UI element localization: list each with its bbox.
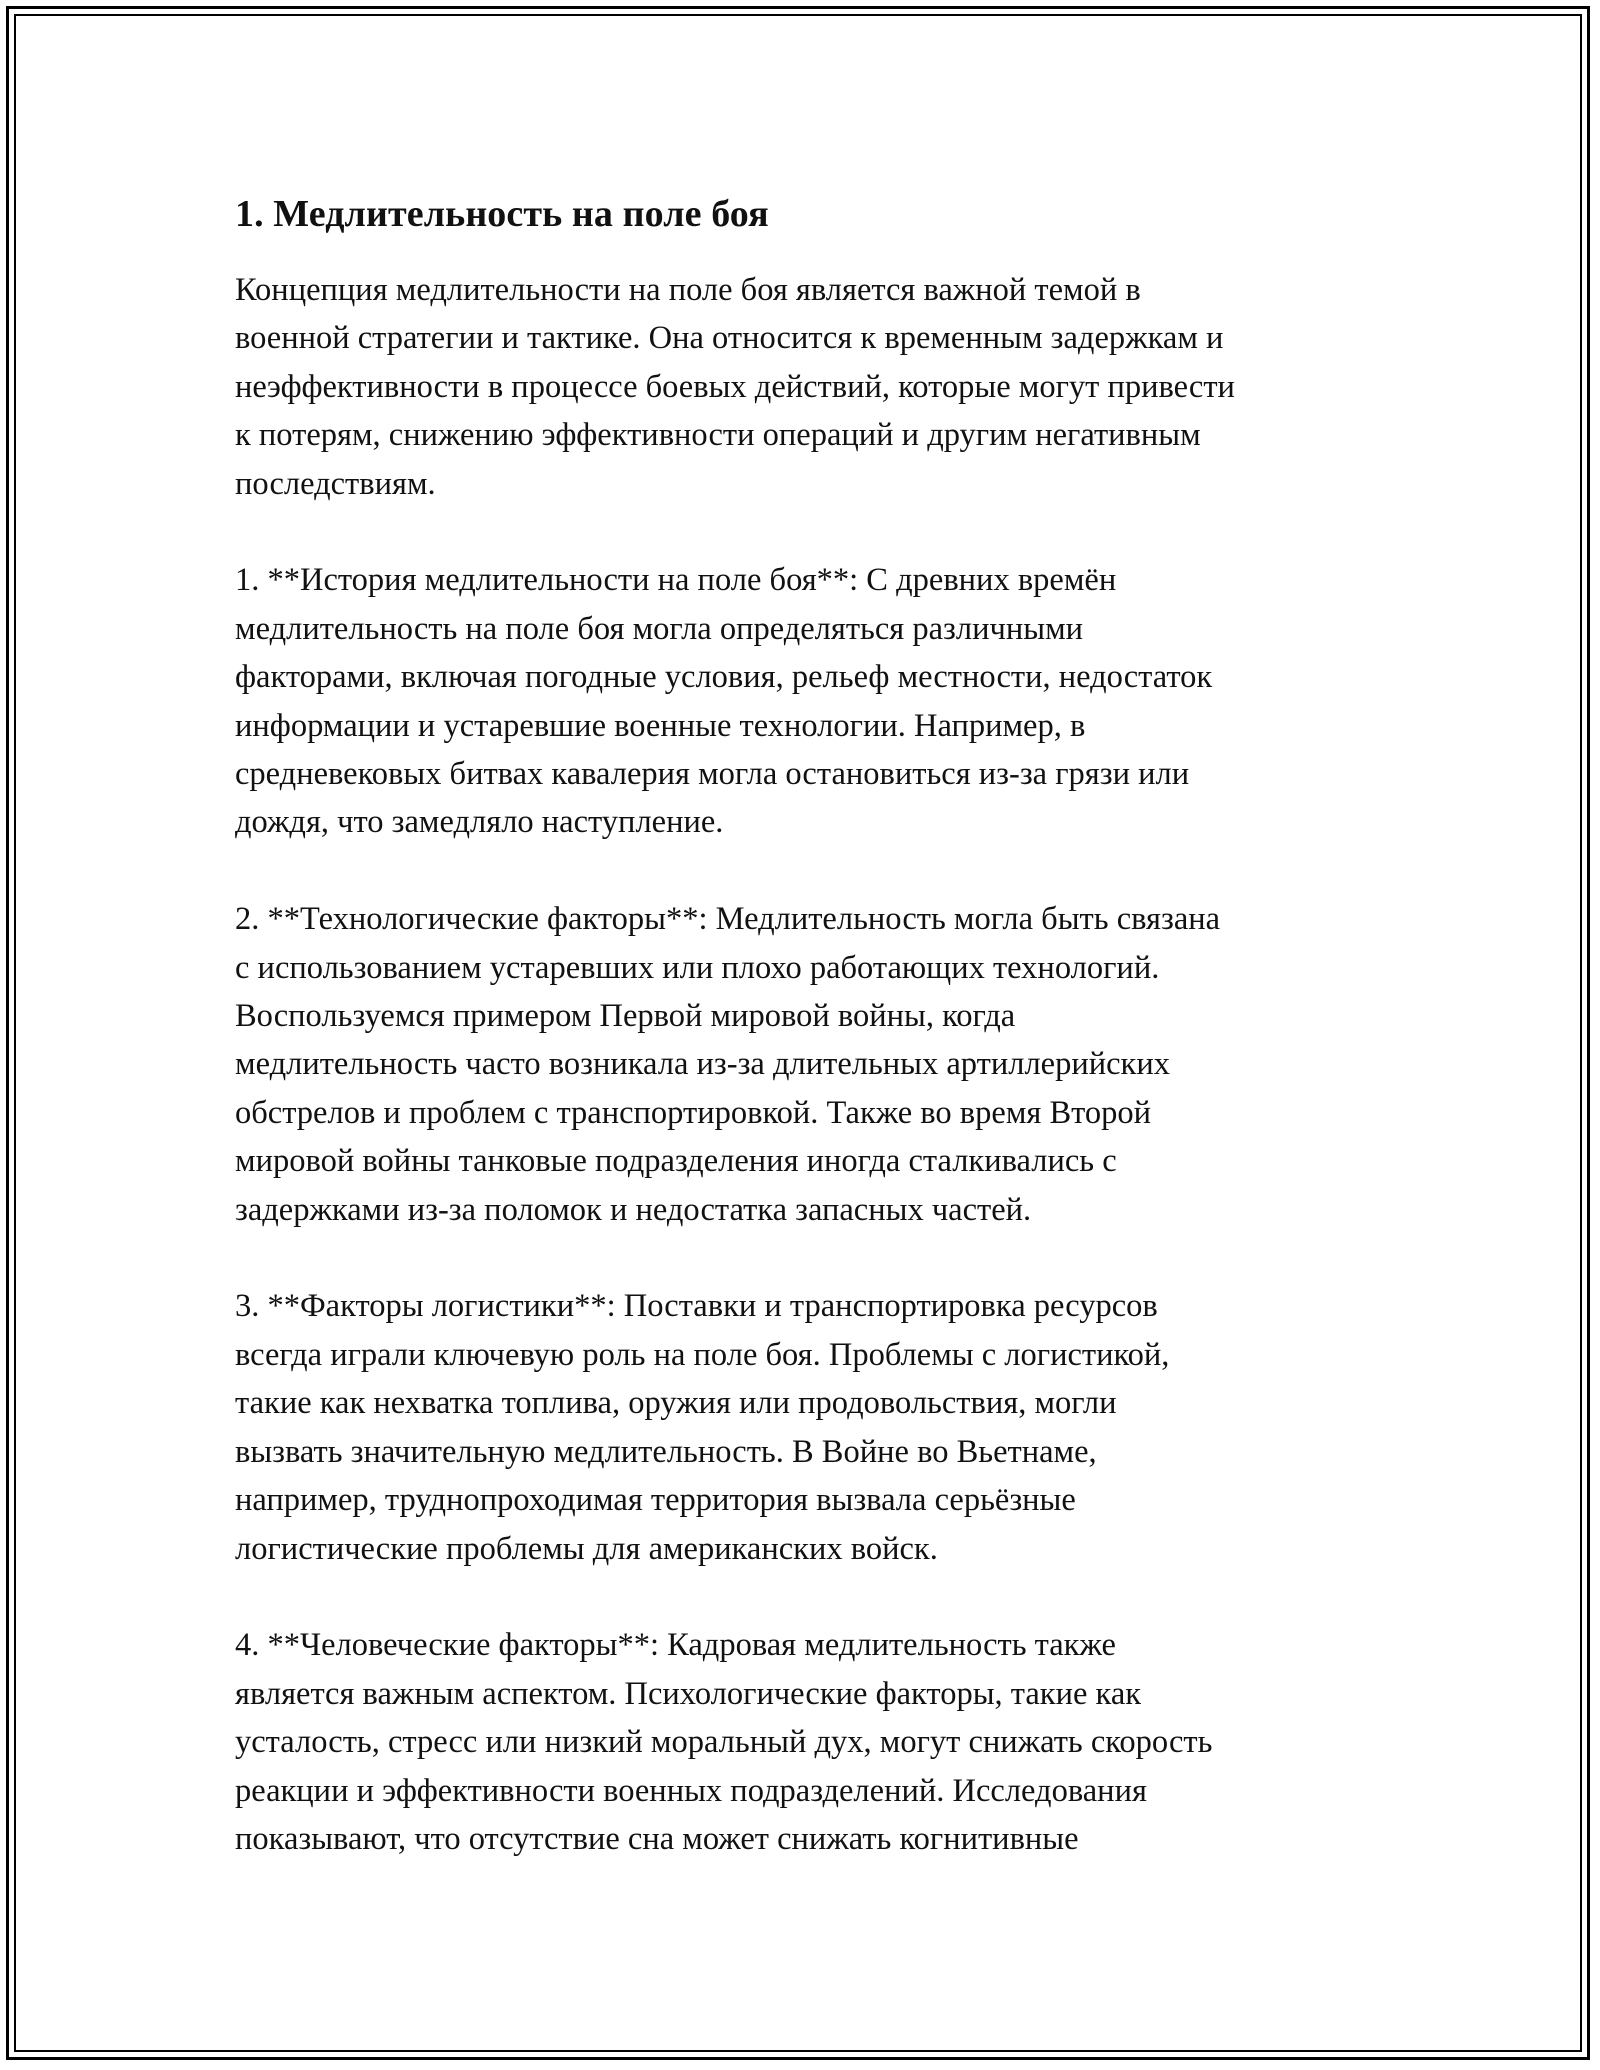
paragraph-intro: Концепция медлительности на поле боя является важной темой в военной стратегии и тактике. Она относится к временным задержкам и неэффективности в процессе боевых действий, которые могут привести к потерям, снижению эффективности операций и другим негативным последствиям. xyxy=(235,272,1235,502)
paragraph-history: 1. **История медлительности на поле боя**: С древних времён медлительность на поле боя могла определяться различными факторами, включая погодные условия, рельеф местности, недостаток информации и устаревшие военные технологии. Например, в средневековых битвах кавалерия могла остановиться из-за грязи или дождя, что замедляло наступление. xyxy=(235,562,1213,841)
section-heading: 1. Медлительность на поле боя xyxy=(235,193,769,235)
paragraph-human-factors: 4. **Человеческие факторы**: Кадровая медлительность также является важным аспектом. Психологические факторы, такие как усталость, стресс или низкий моральный дух, могут снижать скорость реакции и эффективности военных подразделений. Исследования показывают, что отсутствие сна может снижать когнитивные xyxy=(235,1627,1213,1857)
paragraph-technology: 2. **Технологические факторы**: Медлительность могла быть связана с использованием устаревших или плохо работающих технологий. Воспользуемся примером Первой мировой войны, когда медлительность часто возникала из-за длительных артиллерийских обстрелов и проблем с транспортировкой. Также во время Второй мировой войны танковые подразделения иногда сталкивались с задержками из-за поломок и недостатка запасных частей. xyxy=(235,901,1221,1228)
paragraph-logistics: 3. **Факторы логистики**: Поставки и транспортировка ресурсов всегда играли ключевую роль на поле боя. Проблемы с логистикой, такие как нехватка топлива, оружия или продовольствия, могли вызвать значительную медлительность. В Войне во Вьетнаме, например, труднопроходимая территория вызвала серьёзные логистические проблемы для американских войск. xyxy=(235,1288,1170,1567)
document-body xyxy=(235,186,1375,1912)
